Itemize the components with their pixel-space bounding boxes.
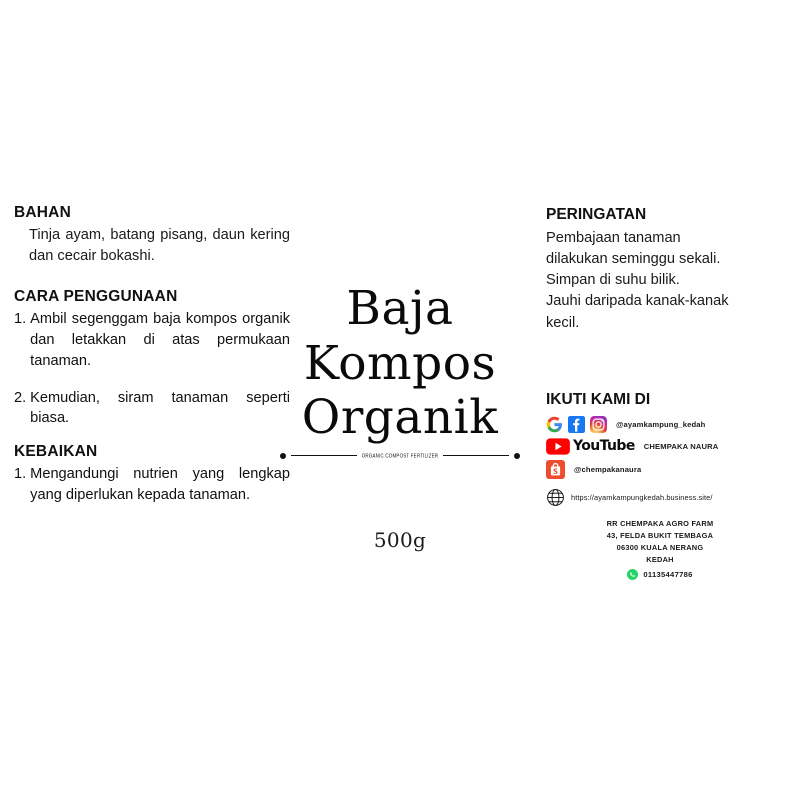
address-line-4: KEDAH	[646, 554, 674, 564]
usage-step-1-number: 1.	[14, 311, 27, 328]
usage-step-1	[14, 309, 290, 371]
usage-step-2	[14, 388, 290, 429]
follow-us-heading: IKUTI KAMI DI	[546, 390, 651, 408]
address-block	[546, 518, 774, 566]
social-row-youtube	[546, 438, 796, 455]
shopee-handle: @chempakanaura	[574, 464, 642, 474]
address-line-3: 06300 KUALA NERANG	[616, 542, 704, 552]
benefits-heading: KEBAIKAN	[14, 443, 98, 461]
social-row-primary	[546, 416, 796, 433]
usage-heading: CARA PENGGUNAAN	[14, 288, 178, 306]
social-handle: @ayamkampung_kedah	[616, 419, 706, 429]
title-line-kompos: Kompos	[303, 335, 497, 391]
benefits-step-1-number: 1.	[14, 466, 27, 483]
divider-rule-right	[443, 455, 509, 457]
address-line-2: 43, FELDA BUKIT TEMBAGA	[606, 530, 714, 540]
right-info-column	[546, 206, 796, 580]
social-row-shopee	[546, 460, 796, 479]
divider-rule-left	[291, 455, 357, 457]
divider-dot-right	[514, 453, 520, 459]
usage-step-1-text: Ambil segenggam baja kompos organik dan letakkan di atas permukaan tanaman.	[30, 311, 290, 369]
address-line-1: RR CHEMPAKA AGRO FARM	[606, 518, 714, 528]
youtube-lockup[interactable]	[546, 438, 635, 455]
google-icon[interactable]	[546, 416, 563, 433]
usage-step-2-number: 2.	[14, 389, 27, 406]
shopee-icon[interactable]	[546, 460, 565, 479]
facebook-icon[interactable]	[568, 416, 585, 433]
whatsapp-icon[interactable]	[627, 569, 638, 580]
website-url: https://ayamkampungkedah.business.site/	[571, 492, 713, 502]
benefits-step-1-text: Mengandungi nutrien yang lengkap yang diperlukan kepada tanaman.	[30, 466, 290, 503]
divider-microtext: ORGANIC COMPOST FERTILIZER	[361, 452, 439, 459]
usage-step-2-text: Kemudian, siram tanaman seperti biasa.	[30, 389, 290, 427]
net-weight: 500g	[373, 527, 427, 552]
warning-line-2: dilakukan seminggu sekali.	[546, 251, 721, 268]
phone-row[interactable]	[546, 569, 774, 580]
warning-line-4: Jauhi daripada kanak-kanak	[546, 293, 729, 310]
benefits-step-1	[14, 464, 290, 505]
left-info-column	[14, 204, 290, 505]
youtube-wordmark: YouTube	[573, 438, 635, 455]
ingredients-heading: BAHAN	[14, 204, 71, 221]
website-row[interactable]	[546, 488, 796, 507]
title-divider	[280, 453, 520, 459]
phone-number: 01135447786	[643, 569, 693, 579]
warning-line-1: Pembajaan tanaman	[546, 230, 681, 246]
ingredients-text: Tinja ayam, batang pisang, daun kering dan cecair bokashi.	[29, 227, 290, 264]
spacer	[14, 266, 290, 288]
spacer	[14, 429, 290, 443]
youtube-handle: CHEMPAKA NAURA	[643, 441, 719, 451]
title-line-organik: Organik	[301, 390, 499, 446]
globe-icon	[546, 488, 565, 507]
warning-line-3: Simpan di suhu bilik.	[546, 272, 680, 289]
spacer	[14, 372, 290, 386]
instagram-icon[interactable]	[590, 416, 607, 433]
title-line-baja: Baja	[346, 281, 454, 336]
warning-heading: PERINGATAN	[546, 206, 647, 223]
product-title-block	[280, 282, 520, 552]
warning-line-5: kecil.	[546, 314, 580, 331]
youtube-icon[interactable]	[546, 438, 570, 455]
divider-dot-left	[280, 453, 286, 459]
